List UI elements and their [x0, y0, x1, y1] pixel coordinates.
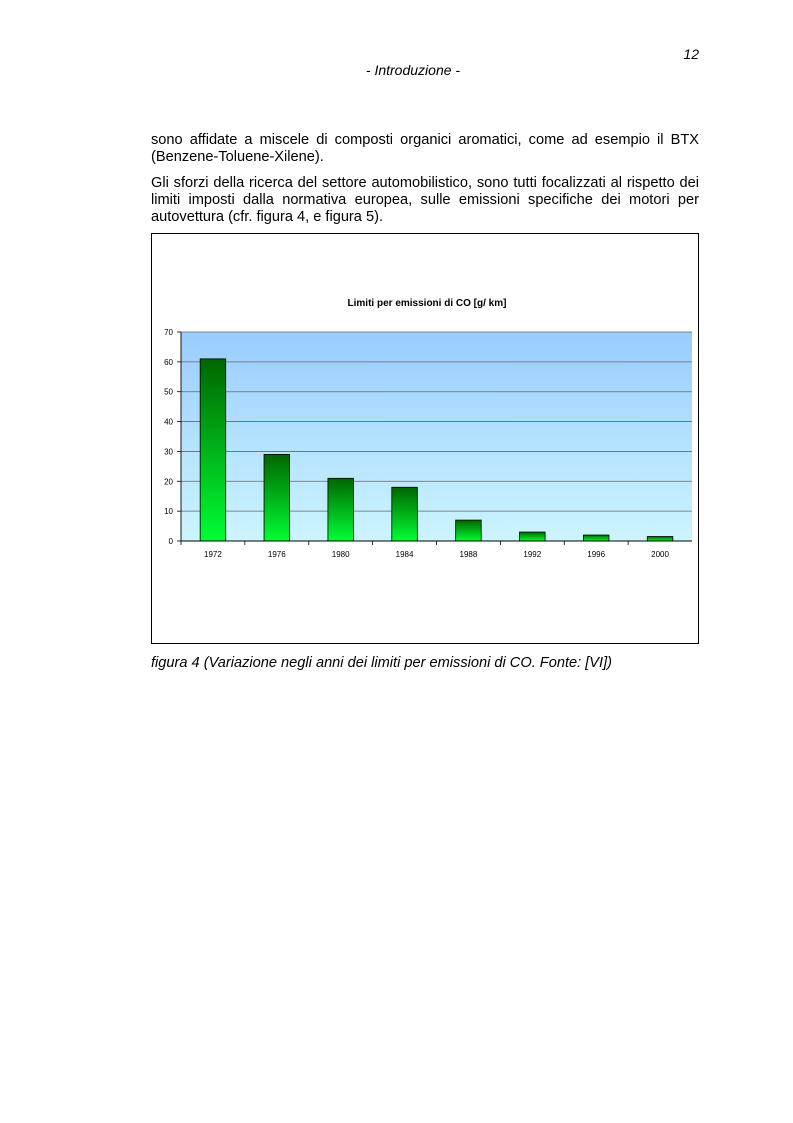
bar-1980 — [328, 478, 354, 541]
x-tick-label: 1984 — [395, 550, 414, 559]
y-tick-label: 0 — [168, 537, 173, 546]
y-tick-label: 60 — [164, 357, 173, 367]
bar-1976 — [264, 454, 290, 541]
bar-1996 — [583, 535, 609, 541]
body-paragraph-2: Gli sforzi della ricerca del settore automobilistico, sono tutti focalizzati al rispetto dei limiti imposti dalla normativa europea, sulle emissioni specifiche dei motori per autovettura (cfr. figura 4, e figura 5). — [151, 175, 699, 225]
y-tick-label: 20 — [164, 477, 173, 487]
y-tick-label: 70 — [164, 328, 173, 337]
running-header: - Introduzione - — [365, 62, 461, 78]
figure-caption: figura 4 (Variazione negli anni dei limiti per emissioni di CO. Fonte: [VI]) — [151, 655, 612, 671]
co-emissions-bar-chart — [152, 234, 700, 645]
chart-title: Limiti per emissioni di CO [g/ km] — [347, 298, 507, 309]
y-tick-label: 10 — [164, 507, 173, 517]
y-tick-label: 30 — [164, 447, 173, 457]
bar-2000 — [647, 537, 673, 541]
bar-1988 — [456, 520, 482, 541]
page-number: 12 — [683, 46, 699, 62]
bar-1972 — [200, 359, 226, 541]
x-tick-label: 1972 — [204, 550, 222, 559]
x-tick-label: 1996 — [587, 550, 606, 559]
plot-area — [181, 332, 692, 541]
x-tick-labels — [181, 541, 670, 559]
x-tick-label: 1992 — [523, 550, 542, 559]
x-tick-label: 2000 — [651, 550, 669, 559]
x-tick-label: 1976 — [267, 550, 286, 559]
bar-1992 — [520, 532, 546, 541]
y-tick-label: 40 — [164, 417, 173, 427]
y-tick-labels — [164, 328, 173, 546]
x-tick-label: 1988 — [459, 550, 478, 559]
x-tick-label: 1980 — [331, 550, 350, 559]
y-tick-label: 50 — [164, 387, 173, 397]
figure-frame — [151, 233, 699, 644]
bar-1984 — [392, 487, 418, 541]
body-paragraph-1: sono affidate a miscele di composti organici aromatici, come ad esempio il BTX (Benzene-Toluene-Xilene). — [151, 132, 699, 165]
